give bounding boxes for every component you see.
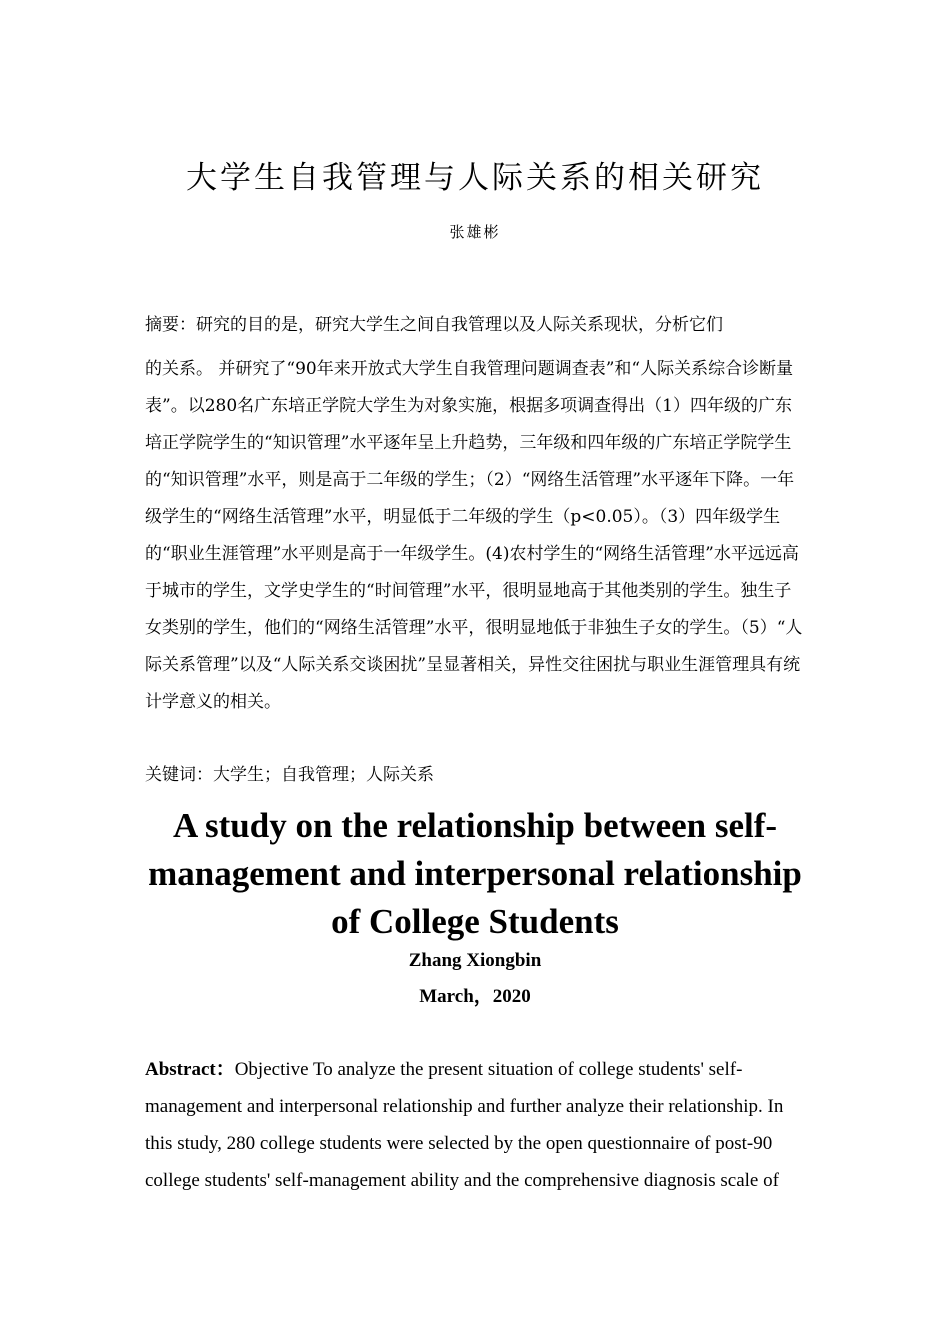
chinese-abstract-body: 的关系。 并研究了“90年来开放式大学生自我管理问题调查表”和“人际关系综合诊断量表”。以280名广东培正学院大学生为对象实施，根据多项调查得出（1）四年级的广东培正学院学生的“知识管理”水平逐年呈上升趋势，三年级和四年级的广东培正学院学生的“知识管理”水平，则是高于二年级的学生；（2）“网络生活管理”水平逐年下降。一年级学生的“网络生活管理”水平，明显低于二年级的学生（p<0.05）。（3）四年级学生的“职业生涯管理”水平则是高于一年级学生。(4)农村学生的“网络生活管理”水平远远高于城市的学生，文学史学生的“时间管理”水平，很明显地高于其他类别的学生。独生子女类别的学生，他们的“网络生活管理”水平，很明显地低于非独生子女的学生。（5）“人际关系管理”以及“人际关系交谈困扰”呈显著相关，异性交往困扰与职业生涯管理具有统计学意义的相关。 (145, 359, 803, 712)
english-title: A study on the relationship between self-management and interpersonal relationship of College Students (148, 806, 802, 941)
chinese-abstract-first-line (145, 302, 805, 348)
chinese-keywords-value: 大学生；自我管理；人际关系 (213, 765, 434, 785)
english-abstract (145, 1051, 800, 1199)
chinese-author: 张雄彬 (449, 223, 501, 241)
english-abstract-body: Objective To analyze the present situation of college students' self-management and interpersonal relationship and further analyze their relationship. In this study, 280 college students were selected by the open questionnaire of post-90 college students' self-management ability and the comprehensive diagnosis scale of (145, 1059, 784, 1191)
chinese-abstract-label: 摘要： (145, 315, 196, 335)
english-date: March，2020 (419, 986, 531, 1007)
chinese-keywords (145, 758, 805, 792)
english-abstract-label: Abstract： (145, 1059, 235, 1080)
english-author: Zhang Xiongbin (408, 950, 542, 971)
chinese-keywords-label: 关键词： (145, 765, 213, 785)
chinese-abstract (145, 302, 805, 721)
chinese-title: 大学生自我管理与人际关系的相关研究 (186, 160, 764, 196)
chinese-abstract-first-text: 研究的目的是，研究大学生之间自我管理以及人际关系现状，分析它们 (196, 315, 723, 335)
